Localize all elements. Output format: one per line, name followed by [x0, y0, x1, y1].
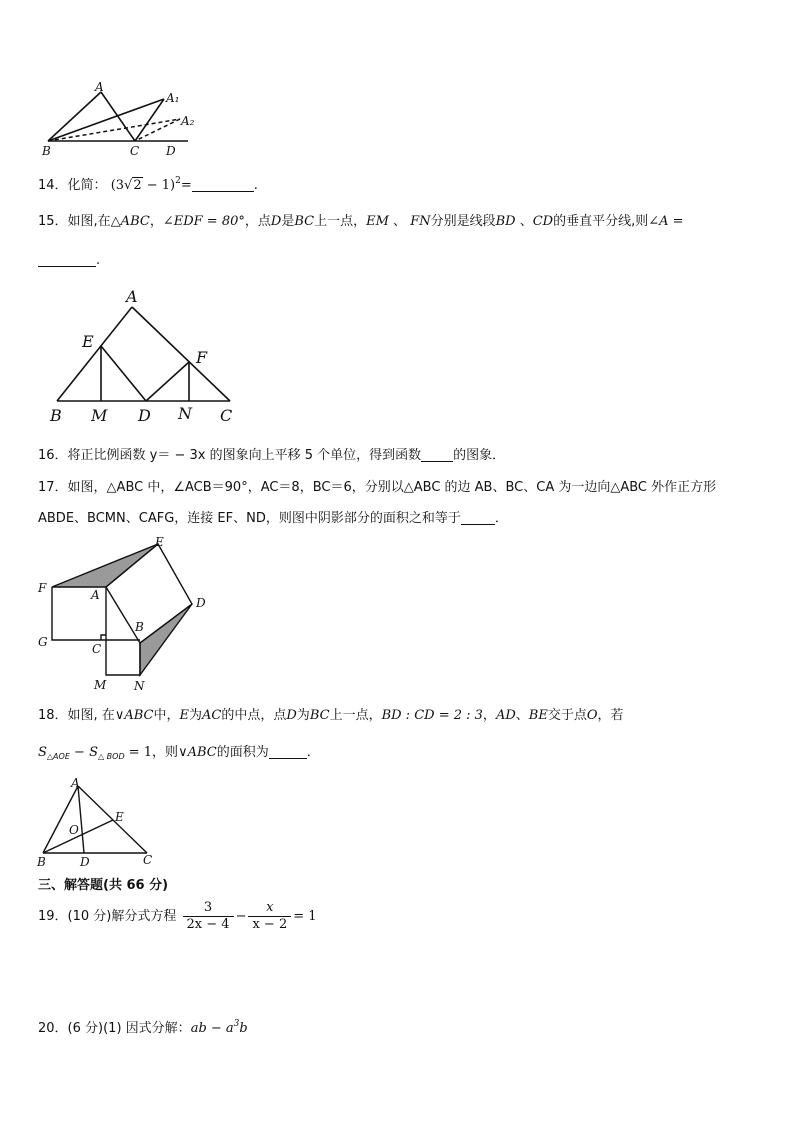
figure-rotating-triangles — [38, 80, 208, 162]
label-g: G — [38, 635, 48, 649]
label-n: N — [134, 679, 145, 693]
label-c: C — [92, 642, 102, 656]
label-b: B — [42, 144, 51, 158]
label-d: D — [196, 596, 206, 610]
segment-a1c — [135, 99, 164, 141]
label-b: B — [50, 406, 62, 425]
question-14: 14．化简： $(3√2 - 1)^2=$ . — [38, 176, 258, 193]
question-number: 17． — [38, 480, 68, 495]
square-bcmn — [106, 640, 140, 675]
question-number: 19． — [38, 909, 68, 924]
fraction-1: $\frac{3}{2x - 4}$ — [183, 900, 234, 933]
label-c: C — [143, 853, 153, 867]
question-17-line-1: 17．如图，△ABC 中，∠ACB＝90°，AC＝8，BC＝6，分别以△ABC 的边 AB、BC、CA 为一边向△ABC 外作正方形 — [38, 480, 717, 495]
question-number: 16． — [38, 448, 68, 463]
answer-blank[interactable] — [192, 177, 254, 192]
label-e: E — [155, 535, 164, 549]
question-18-line-1: 18．如图, 在∨ABC中，E为AC的中点，点D为BC上一点，BD : CD = 2 : 3，AD、BE交于点O，若 — [38, 708, 624, 723]
label-a2: A₂ — [181, 114, 195, 128]
segment-ad — [78, 786, 84, 853]
label-c: C — [220, 406, 233, 425]
question-15: 15．如图,在△ABC，∠EDF = 80°，点D是BC上一点，EM 、 FN分别是线段BD 、CD的垂直平分线,则∠A = — [38, 214, 684, 229]
question-15-answer-line: . — [38, 251, 100, 271]
segment-ed — [101, 346, 146, 401]
answer-blank[interactable] — [461, 510, 495, 525]
question-number: 18． — [38, 708, 68, 723]
question-19: 19．(10 分)解分式方程 $\frac{3}{2x - 4}$ − $\frac{x}{x - 2}$ = 1 — [38, 900, 317, 932]
question-number: 15． — [38, 214, 68, 229]
label-b: B — [135, 620, 144, 634]
question-20: 20．(6 分)(1) 因式分解：ab − $a^3b$ — [38, 1019, 248, 1036]
figure-18-triangle — [34, 776, 164, 868]
label-a: A — [95, 80, 104, 94]
square-abde — [106, 544, 192, 643]
question-number: 20． — [38, 1021, 68, 1036]
section-title: 三、解答题(共 66 分) — [38, 878, 169, 893]
answer-blank[interactable] — [269, 744, 307, 759]
label-m: M — [94, 678, 107, 692]
label-a: A — [126, 287, 138, 306]
question-text: 化简： — [67, 178, 107, 193]
label-c: C — [130, 144, 140, 158]
math-expression: ab − $a^3b$ — [190, 1019, 248, 1036]
label-d: D — [138, 406, 151, 425]
label-d: D — [80, 855, 90, 868]
fraction-2: $\frac{x}{x - 2}$ — [248, 900, 291, 933]
label-m: M — [91, 406, 108, 425]
answer-blank[interactable] — [421, 447, 453, 462]
label-b: B — [37, 855, 46, 868]
question-18-line-2: $S_{\triangle AOE} - S_{\triangle BOD} = 1$，则∨ABC的面积为 ． — [38, 745, 320, 761]
question-score: (10 分) — [67, 909, 112, 924]
label-a1: A₁ — [166, 91, 180, 105]
label-o: O — [69, 823, 79, 837]
label-f: F — [196, 348, 208, 367]
figure-17-squares — [34, 535, 224, 695]
answer-blank[interactable] — [38, 252, 96, 267]
label-f: F — [38, 581, 47, 595]
segment-ab — [43, 786, 78, 853]
sqrt-sign: √ — [124, 178, 133, 193]
label-e: E — [82, 332, 94, 351]
shaded-triangle-aef — [52, 544, 158, 587]
segment-ac — [132, 307, 230, 401]
question-16: 16．将正比例函数 y＝ − 3x 的图象向上平移 5 个单位，得到函数 的图象． — [38, 448, 506, 463]
question-number: 14． — [38, 178, 68, 193]
right-angle-mark — [101, 635, 106, 640]
question-17-line-2: ABDE、BCMN、CAFG，连接 EF、ND，则图中阴影部分的面积之和等于 ． — [38, 511, 508, 526]
label-a: A — [71, 776, 80, 790]
label-d: D — [166, 144, 176, 158]
question-score: (6 分) — [67, 1021, 104, 1036]
math-expression: $(3√2 - 1)^2=$ — [110, 176, 192, 193]
label-a: A — [91, 588, 100, 602]
label-n: N — [178, 404, 192, 423]
shaded-triangle-bnd — [140, 604, 192, 675]
segment-df — [146, 362, 189, 401]
label-e: E — [115, 810, 124, 824]
figure-15-triangle — [44, 285, 244, 425]
segment-ab — [106, 587, 140, 643]
segment-ab — [57, 307, 132, 401]
